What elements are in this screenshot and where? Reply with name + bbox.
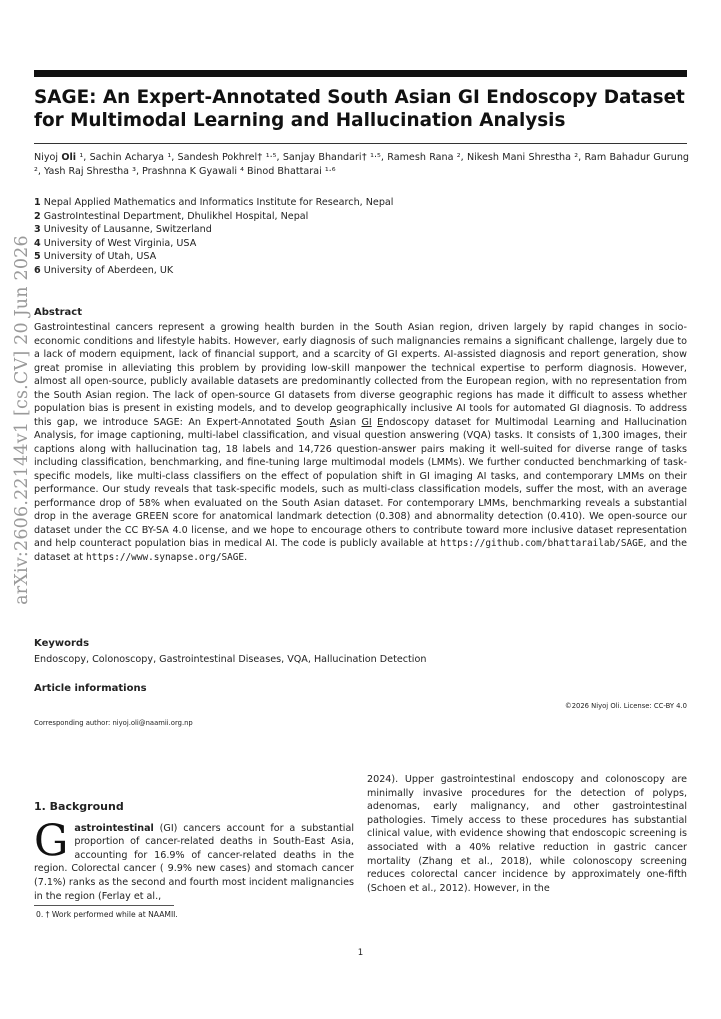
- affiliation-item: [34, 223, 634, 237]
- affiliation-item: [34, 237, 634, 251]
- author-list-rest: ¹, Sachin Acharya ¹, Sandesh Pokhrel† ¹·⁵, Sanjay Bhandari† ¹·⁵, Ramesh Rana ², Nikesh Mani Shrestha ², Ram Bahadur Gurung ², Yash Raj Shrestha ³, Prashnna K Gyawali ⁴ Binod Bhattarai ¹·⁶: [34, 152, 689, 177]
- first-author-family: Oli: [61, 152, 77, 163]
- abstract-part: , and the dataset at: [34, 538, 687, 563]
- section-title: 1. Background: [34, 800, 124, 813]
- affiliation-name: University of Aberdeen, UK: [43, 264, 174, 276]
- footnote: 0. † Work performed while at NAAMII.: [36, 910, 178, 919]
- keywords-heading: Keywords: [34, 638, 90, 649]
- abstract-heading: Abstract: [34, 307, 83, 318]
- affiliation-item: [34, 210, 634, 224]
- acronym-letter: S: [296, 416, 303, 428]
- affiliation-name: University of Utah, USA: [43, 251, 157, 263]
- keywords-text: Endoscopy, Colonoscopy, Gastrointestinal Diseases, VQA, Hallucination Detection: [34, 654, 427, 665]
- first-author-given: Niyoj: [34, 152, 59, 163]
- affiliation-number: 5: [34, 251, 41, 263]
- abstract-part: sian: [336, 416, 362, 428]
- affiliation-name: Univesity of Lausanne, Switzerland: [43, 224, 212, 236]
- corresponding-author: Corresponding author: niyoj.oli@naamii.org.np: [34, 719, 193, 727]
- acronym-letter: A: [329, 416, 337, 428]
- affiliation-item: [34, 264, 634, 278]
- article-info-heading: Article informations: [34, 683, 147, 694]
- author-list: [34, 151, 689, 179]
- affiliation-name: University of West Virginia, USA: [43, 237, 197, 249]
- affiliation-number: 2: [34, 210, 41, 222]
- left-column: [34, 800, 354, 903]
- dataset-url-link[interactable]: https://www.synapse.org/SAGE: [86, 551, 245, 563]
- right-column: [367, 773, 687, 895]
- paper-title: SAGE: An Expert-Annotated South Asian GI Endoscopy Dataset for Multimodal Learning and Hallucination Analysis: [34, 87, 685, 131]
- abstract-part: ndoscopy dataset for Multimodal Learning and Hallucination Analysis, for image captioning, multi-label classification, and visual question answering (VQA) tasks. It consists of 1,300 images, their captions along with hallucination tag, 18 labels and 14,726 question-answer pairs making it well-suited for diverse range of tasks including classification, benchmarking, and fine-tuning large multimodal models (LMMs). We further conducted benchmarking of task-specific models, like multi-class classifiers on the effect of population shift in GI imaging AI tasks, and contemporary LMMs on their performance. Our study reveals that task-specific models, such as multi-class classification models, suffer the most, with an average performance drop of 58% when evaluated on the South Asian dataset. For contemporary LMMs, benchmarking reveals a substantial drop in the average GREEN score for anatomical landmark detection (0.308) and abnormality detection (0.410). We open-source our dataset under the CC BY-SA 4.0 license, and we hope to encourage others to contribute toward more inclusive dataset representation and help counteract population bias in medical AI. The code is publicly available at: [34, 416, 687, 549]
- page-number: 1: [357, 948, 364, 958]
- title-rule: [34, 143, 687, 144]
- intro-right-text: 2024). Upper gastrointestinal endoscopy and colonoscopy are minimally invasive procedures for the detection of polyps, adenomas, early malignancy, and other gastrointestinal pathologies. Timely access to these procedures has substantial clinical value, with evidence showing that endoscopic screening is associated with a 40% relative reduction in gastric cancer mortality (Zhang et al., 2018), while colonoscopy screening reduces colorectal cancer incidence by approximately one-fifth (Schoen et al., 2012). However, in the: [367, 774, 687, 894]
- affiliation-name: Nepal Applied Mathematics and Informatics Institute for Research, Nepal: [43, 197, 394, 208]
- footnote-rule: [34, 905, 174, 906]
- affiliation-number: 6: [34, 264, 41, 276]
- drop-cap: G: [34, 815, 69, 866]
- code-url-link[interactable]: https://github.com/bhattarailab/SAGE: [440, 538, 644, 549]
- acronym-letter: E: [377, 416, 384, 428]
- intro-left-text: (GI) cancers account for a substantial proportion of cancer-related deaths in South-East Asia, accounting for 16.9% of cancer-related deaths in the region. Colorectal cancer ( 9.9% new cases) and stomach cancer (7.1%) ranks as the second and fourth most incident malignancies in the region (Ferlay et al.,: [34, 822, 354, 902]
- license-text: ©2026 Niyoj Oli. License: CC-BY 4.0: [564, 702, 687, 710]
- affiliation-number: 1: [34, 197, 41, 208]
- affiliation-number: 3: [34, 224, 41, 236]
- header-rule: [34, 70, 687, 77]
- abstract-part: .: [244, 551, 248, 563]
- affiliation-name: GastroIntestinal Department, Dhulikhel Hospital, Nepal: [43, 210, 309, 222]
- intro-bold-word: astrointestinal: [74, 822, 154, 834]
- affiliation-item: [34, 250, 634, 264]
- affiliation-item: [34, 196, 634, 210]
- affiliation-list: [34, 196, 634, 278]
- abstract-text: [34, 321, 687, 564]
- abstract-part: outh: [302, 416, 330, 428]
- acronym-letter: GI: [361, 416, 372, 428]
- affiliation-number: 4: [34, 237, 41, 249]
- abstract-part: Gastrointestinal cancers represent a growing health burden in the South Asian region, driven largely by rapid changes in socio-economic conditions and lifestyle habits. However, early diagnosis of such malignancies remains a significant challenge, largely due to a lack of modern equipment, lack of financial support, and a scarcity of GI experts. AI-assisted diagnosis and report generation, show great promise in alleviating this problem by providing low-skill manpower the technical expertise to perform diagnosis. However, almost all open-source, publicly available datasets are predominantly collected from the European region, with no representation from the South Asian region. The lack of open-source GI datasets from diverse geographic regions has made it difficult to assess whether population bias is present in existing models, and to develop geographically inclusive AI tools for automated GI diagnosis. To address this gap, we introduce SAGE: An Expert-Annotated: [34, 322, 687, 428]
- arxiv-stamp: arXiv:2606.22144v1 [cs.CV] 20 Jun 2026: [12, 235, 32, 605]
